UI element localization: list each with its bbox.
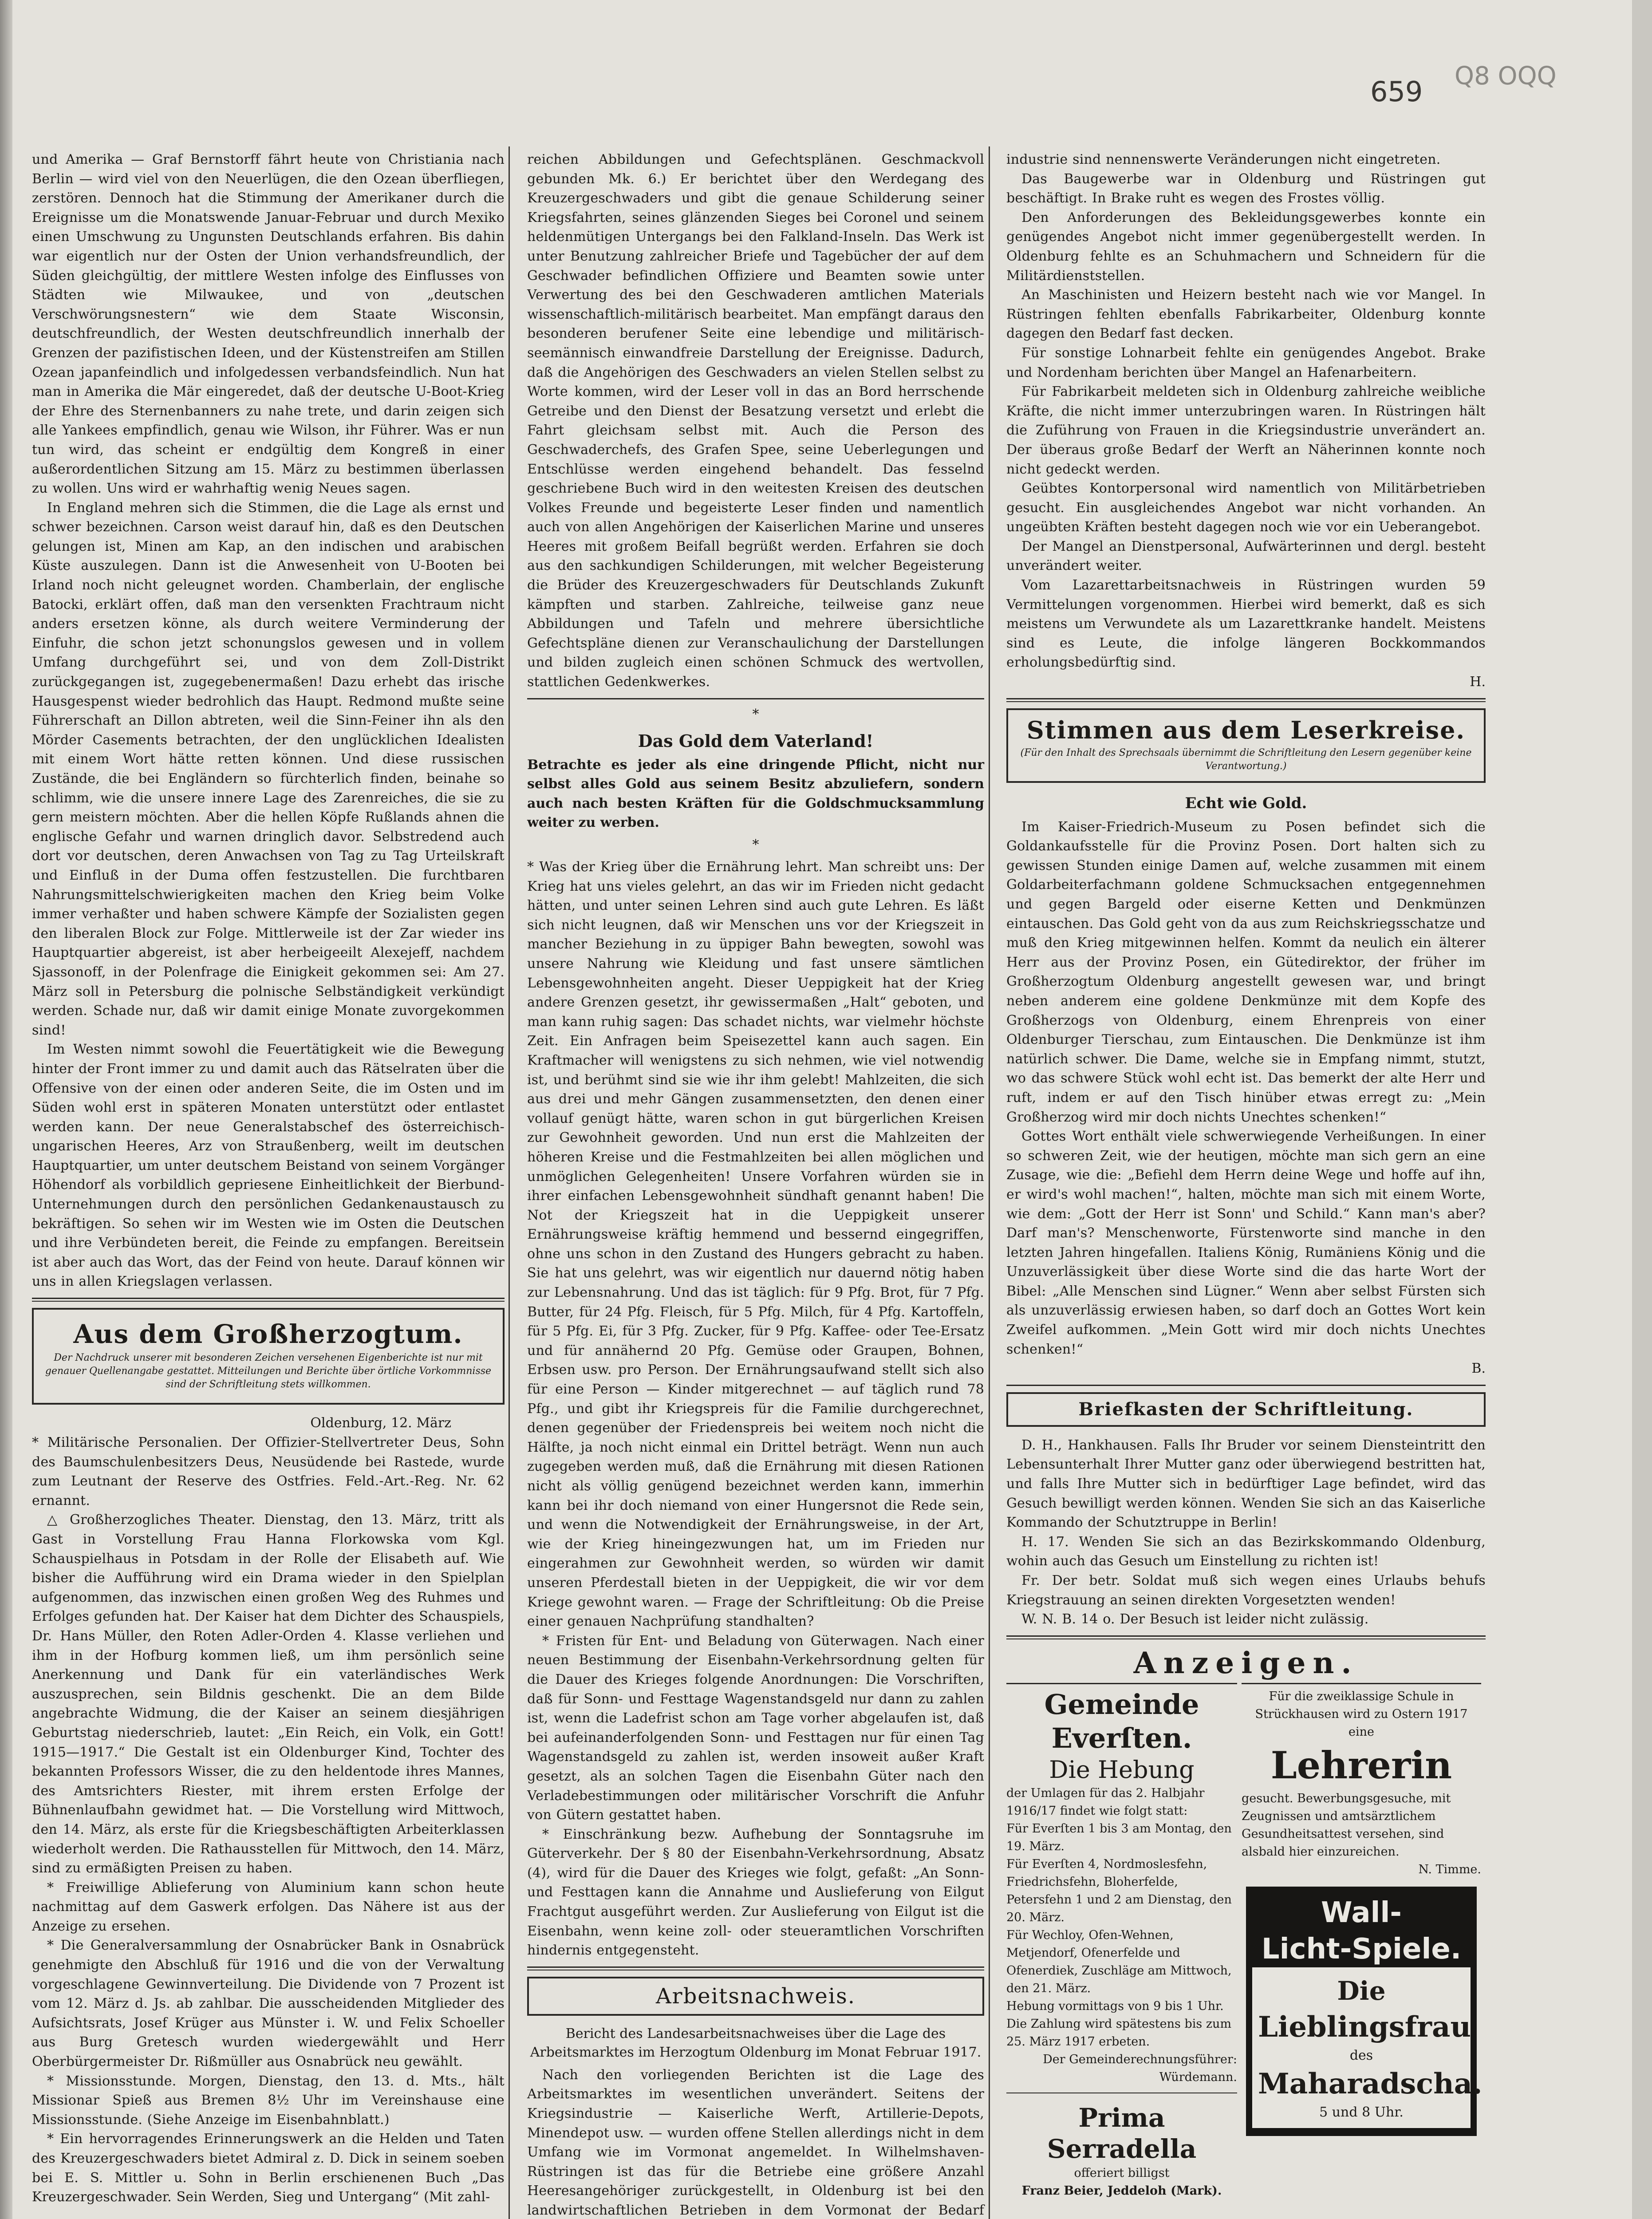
article-ernaehrung: * Was der Krieg über die Ernährung lehrt. Man schreibt uns: Der Krieg hat uns vieles gelehrt, an das wir im Frieden nicht gedacht hätten, und unter seinen Lehren sind auch gute Lehren. Es läßt sich nicht leugnen, daß wir Menschen uns vor der Kriegszeit in mancher Beziehung in zu üppiger Bahn bewegten, sowohl was unsere Nahrung wie Kleidung und fast unsere sämtlichen Lebensgewohnheiten angeht. Dieser Ueppigkeit hat der Krieg andere Grenzen gesetzt, ihr gewissermaßen „Halt“ geboten, und man kann ruhig sagen: Das schadet nichts, war vielmehr höchste Zeit. Ein Anfragen beim Speisezettel kann auch sagen. Ein Kraftmacher will wenigstens zu sich nehmen, wie viel notwendig ist, und berühmt sind sie wie ihr ihm gelebt! Mahlzeiten, die sich aus drei und mehr Gängen zusammensetzten, den denen einer vollauf genügt hätte, waren schon in gut bürgerlichen Kreisen zur Gewohnheit geworden. Und nun erst die Mahlzeiten der höheren Kreise und die Festmahlzeiten bei allen möglichen und unmöglichen Gelegenheiten! Unsere Vorfahren würden sie in ihrer einfachen Lebensgewohnheit sündhaft genannt haben! Die Not der Kriegszeit hat in die Ueppigkeit unserer Ernährungsweise kräftig hemmend und bessernd eingegriffen, ohne uns schon in den Zustand des Hungers gebracht zu haben. Sie hat uns gelehrt, was wir eigentlich nur dauernd nötig haben zur Lebensnahrung. Und das ist täglich: für 9 Pfg. Brot, für 7 Pfg. Butter, für 24 Pfg. Fleisch, für 5 Pfg. Milch, für 4 Pfg. Kartoffeln, für 5 Pfg. Ei, für 3 Pfg. Zucker, für 9 Pfg. Kaffee- oder Tee-Ersatz und für annähernd 20 Pfg. Gemüse oder Graupen, Bohnen, Erbsen usw. pro Person. Der Ernährungsaufwand stellt sich also für eine Person — Kinder mitgerechnet — auf täglich rund 78 Pfg., und gibt ihr Kriegspreis für die Familie durchgerechnet, denen gegenüber der Friedenspreis bei weitem noch nicht die Hälfte, ja noch nicht einmal ein Drittel beträgt. Wenn nun auch zugegeben werden muß, daß die Ernährung mit diesen Rationen nicht als völlig genügend bezeichnet werden kann, immerhin kann bei ihr doch niemand von einer Hungersnot die Rede sein, und wenn die Notwendigkeit der Ernährungsweise, in der Art, wie der Krieg hineingezwungen hat, um im Frieden nur eingerahmen zur Gewohnheit werden, so würden wir damit unseren Pferdestall bieten in der Ueppigkeit, die wir vor dem Kriege gewohnt waren. — Frage der Schriftleitung: Ob die Preise einer genauen Nachprüfung standhalten? [527,859,984,1630]
reply-fr: Fr. Der betr. Soldat muß sich wegen eines Urlaubs behufs Kriegstrauung an seinen direkten Vorgesetzten wenden! [1006,1573,1486,1608]
article-sonntagsruhe: * Einschränkung bezw. Aufhebung der Sonntagsruhe im Güterverkehr. Der § 80 der Eisenbahn-Verkehrsordnung, Absatz (4), wird für die Dauer des Krieges wie folgt, gefaßt: „An Sonn- und Festtagen kann die Annahme und Auslieferung von Eilgut Frachtgut ausgeführt werden. Zur Auslieferung von Eilgut ist die Eisenbahn, wenn keine zoll- oder steueramtlichen Vorschriften hindernis entgegensteht. [527,1826,984,1958]
section-rule [1006,1635,1486,1639]
ad-text: gesucht. Bewerbungsgesuche, mit Zeugnissen und amtsärztlichem Gesundheitsattest versehen, sind alsbald hier einzureichen. [1242,1791,1451,1859]
article-maschinisten: An Maschinisten und Heizern besteht nach wie vor Mangel. In Rüstringen fehlten ebenfalls Fabrikarbeiter, Oldenburg konnte dagegen den Bedarf fast decken. [1006,287,1486,342]
article-westen: Im Westen nimmt sowohl die Feuertätigkeit wie die Bewegung hinter der Front immer zu und damit auch das Rätselraten über die Offensive von der einen oder anderen Seite, die im Osten und im Süden wohl erst in späteren Monaten unterstützt oder entlastet werden kann. Der neue Generalstabschef des österreichisch-ungarischen Heeres, Arz von Straußenberg, weilt im deutschen Hauptquartier, um unter deutschem Beistand von seinem Vorgänger Höhendorf als vorbildlich gepriesene Einheitlichkeit der Bierbund-Unternehmungen durch den persönlichen Gedankenaustausch zu bekräftigen. So sehen wir im Westen wie im Osten die Deutschen und ihre Verbündeten bereit, die Feinde zu empfangen. Bereitsein ist aber auch das Wort, das der Feind von heute. Darauf können wir uns in allen Kriegslagen verlassen. [32,1042,505,1290]
signature: H. [1470,674,1486,690]
film-article-des: des [1349,2047,1373,2063]
section-rule [1006,698,1486,702]
article-theater: △ Großherzogliches Theater. Dienstag, den 13. März, tritt als Gast in Vorstellung Frau Hanna Florkowska vom Kgl. Schauspielhaus in Potsdam in der Rolle der Elisabeth auf. Wie bisher die Aufführung wird ein Drama wieder in den Spielplan aufgenommen, das inzwischen einen großen Weg des Ruhmes und Erfolges gefunden hat. Der Kaiser hat dem Dichter des Schauspiels, Dr. Hans Müller, den Roten Adler-Orden 4. Klasse verliehen und ihm in der Hofburg kommen ließ, um ihm persönlich seine Anerkennung und Dank für ein vaterländisches Werk auszusprechen, sein Bildnis geschenkt. Die an dem Bilde angebrachte Widmung, die der Kaiser an seinem diesjährigen Geburtstag niederschrieb, lautet: „Ein Reich, ein Volk, ein Gott! 1915—1917.“ Die Gestalt ist ein Oldenburger Kind, Tochter des bekannten Professors Wisser, die zu den heldentode ihres Mannes, des Amtsrichters Riester, mit ihrem ersten Erfolge der Bühnenlaufbahn gewidmet hat. — Die Vorstellung wird Mittwoch, den 14. März, als erste für die Kriegsbeschäftigten Arbeiterklassen wiederholt werden. Die Rathausstellen für Mittwoch, den 14. März, sind zu ermäßigten Preisen zu haben. [32,1512,505,1876]
ad-text: Für Everſten 4, Nordmoslesfehn, Friedrichsfehn, Bloherfelde, Petersfehn 1 und 2 am Dienstag, den 20. März. [1006,1857,1232,1924]
newspaper-page [12,0,1632,2219]
article-bekleidung: Den Anforderungen des Bekleidungsgewerbes konnte ein genügendes Angebot nicht immer gegenübergestellt werden. In Oldenburg fehlte es an Schuhmachern und Schneidern für die Militärdienststellen. [1006,209,1486,284]
ad-signature: Der Gemeinderechnungsführer: Würdemann. [1043,2052,1237,2084]
article-kreuzergeschwader: * Ein hervorragendes Erinnerungswerk an die Helden und Taten des Kreuzergeschwaders bietet Admiral z. D. Dick in seinem soeben bei E. S. Mittler u. Sohn in Berlin erschienenen Buch „Das Kreuzergeschwader. Sein Werden, Sieg und Untergang“ (Mit zahl- [32,2131,505,2205]
signature: B. [1471,1361,1486,1377]
article-dienstpersonal: Der Mangel an Dienstpersonal, Aufwärterinnen und dergl. besteht unverändert weiter. [1006,538,1486,574]
article-amerika: und Amerika — Graf Bernstorff fährt heute von Christiania nach Berlin — wird viel von den Neuerlügen, die den Ozean überfliegen, zerstören. Dennoch hat die Stimmung der Amerikaner durch die Ereignisse um die Monatswende Januar-Februar und durch Mexiko einen Umschwung zu Ungunsten Deutschlands erfahren. Bis dahin war eigentlich nur der Osten der Union verhandsfreundlich, der Süden gleichgültig, der mittlere Westen infolge des Einflusses von Städten wie Milwaukee, und von „deutschen Verschwörungsnestern“ wie dem Staate Wisconsin, deutschfreundlich, der Westen deutschfreundlich innerhalb der Grenzen der pazifistischen Ideen, und der Küstenstreifen am Stillen Ozean japanfeindlich und infolgedessen verbandsfeindlich. Nun hat man in Amerika die Mär eingeredet, daß der deutsche U-Boot-Krieg der Ehre des Sternenbanners zu nahe trete, und darin zeigen sich alle Yankees empfindlich, genau wie Wilson, ihr Führer. Was er nun tun wird, das scheint er endgültig dem Kongreß in einer außerordentlichen Sitzung am 15. März zu bestimmen überlassen zu wollen. Uns wird er wahrhaftig wenig Neues sagen. [32,152,505,497]
ad-text: offeriert billigst [1074,2166,1170,2180]
dateline: Oldenburg, 12. März [310,1415,451,1431]
column-rule-2 [989,146,990,2219]
ad-title: Lehrerin [1270,1743,1452,1787]
headline-gold: Das Gold dem Vaterland! [638,730,874,751]
appeal-gold: Betrachte es jeder als eine dringende Pflicht, nicht nur selbst alles Gold aus seinem Besitz abzuliefern, sondern auch nach besten Kräften für die Goldschmucksammlung weiter zu werben. [527,757,984,831]
ad-serradella-title: Prima Serradella [1047,2102,1197,2164]
section-header-leserkreise [1006,708,1486,783]
ad-signature: Franz Beier, Jeddeloh (Mark). [1021,2183,1222,2198]
section-header-grossherzogtum [32,1308,505,1405]
article-lazarett: Vom Lazarettarbeitsnachweis in Rüstringen wurden 59 Vermittelungen vorgenommen. Hierbei wird bemerkt, daß es sich meistens um Verwundete als um Lazarettkranke handelt. Meistens sind es Leute, die infolge längeren Bockkommandos erholungsbedürftig sind. [1006,577,1486,671]
ad-text: Für Everſten 1 bis 3 am Montag, den 19. März. [1006,1821,1232,1853]
section-title: Aus dem Großherzogtum. [73,1319,463,1350]
ad-text: der Umlagen für das 2. Halbjahr 1916/17 findet wie folgt statt: [1006,1786,1205,1818]
page-edge [0,0,13,2219]
article-kontorpersonal: Geübtes Kontorpersonal wird namentlich von Militärbetrieben gesucht. Ein ausgleichendes Angebot war nicht vorhanden. An ungeübten Kräften besteht dagegen noch wie vor ein Ueberangebot. [1006,481,1486,535]
ads-title: Anzeigen. [1133,1645,1359,1680]
star-separator: * [752,706,759,722]
page-number: 659 [1370,75,1423,108]
cinema-name-1: Wall- [1321,1896,1402,1929]
section-rule [527,1966,984,1970]
ad-lehrerin [1242,1683,1481,2200]
letter-posen: Im Kaiser-Friedrich-Museum zu Posen befindet sich die Goldankaufsstelle für die Provinz Posen. Dort halten sich zu gewissen Stunden einige Damen auf, welche zusammen mit einem Goldarbeiterfachmann goldene Schmucksachen entgegennehmen und gegen Bargeld oder eiserne Ketten und Denkmünzen eintauschen. Das Gold geht von da aus zum Reichskriegsschatze und muß den Krieg mitgewinnen helfen. Kommt da neulich ein älterer Herr aus der Provinz Posen, ein Gütedirektor, der früher im Großherzogtum Oldenburg angestellt gewesen war, und bringt neben anderem eine goldene Denkmünze mit dem Kopfe des Großherzogs von Oldenburg, einem Ehrenpreis von einer Oldenburger Tierschau, zum Eintauschen. Die Denkmünze ist ihm natürlich schwer. Die Dame, welche sie in Empfang nimmt, stutzt, wo das schwere Stück wohl echt ist. Das bemerkt der alte Herr und ruft, indem er auf den Tisch hinüber etwas erregt zu: „Mein Großherzog wird mir doch nichts Unechtes schenken!“ [1006,819,1486,1125]
star-separator: * [752,837,759,853]
article-lohnarbeit: Für sonstige Lohnarbeit fehlte ein genügendes Angebot. Brake und Nordenham berichten über Mangel an Hafenarbeitern. [1006,345,1486,380]
ad-text: Für die zweiklassige Schule in Strückhausen wird zu Ostern 1917 eine [1255,1689,1468,1739]
divider [527,698,984,699]
ad-subtitle: Die Hebung [1049,1755,1195,1784]
section-header-arbeitsnachweis [527,1977,984,2016]
section-note: (Für den Inhalt des Sprechsaals übernimmt die Schriftleitung den Lesern gegenüber keine Verantwortung.) [1020,747,1472,772]
cinema-name-2: Licht-Spiele. [1261,1932,1462,1966]
section-title: Stimmen aus dem Leserkreise. [1026,715,1466,744]
report-title: Bericht des Landesarbeitsnachweises über die Lage des Arbeitsmarktes im Herzogtum Oldenburg im Monat Februar 1917. [530,2026,982,2060]
film-title-1: Lieblingsfrau [1258,2010,1471,2044]
film-article: Die [1337,1975,1386,2006]
ads-grid [1006,1683,1486,2200]
reply-h17: H. 17. Wenden Sie sich an das Bezirkskommando Oldenburg, wohin auch das Gesuch um Einstellung zu richten ist! [1006,1534,1486,1569]
article-baugewerbe: Das Baugewerbe war in Oldenburg und Rüstringen gut beschäftigt. In Brake ruht es wegen des Frostes völlig. [1006,171,1486,206]
section-header-briefkasten [1006,1392,1486,1427]
section-title: Arbeitsnachweis. [655,1983,856,2009]
section-note: Der Nachdruck unserer mit besonderen Zeichen versehenen Eigenberichte ist nur mit genauer Quellenangabe gestattet. Mitteilungen und Berichte über örtliche Vorkommnisse sind der Schriftleitung stets willkommen. [45,1352,492,1390]
article-arbeitsmarkt: Nach den vorliegenden Berichten ist die Lage des Arbeitsmarktes im wesentlichen unverändert. Seitens der Kriegsindustrie — Kaiserliche Werft, Artillerie-Depots, Minendepot usw. — wurden offene Stellen allerdings nicht in dem Umfang wie im Vormonat angemeldet. In Wilhelmshaven-Rüstringen ist das für die Betriebe eine größere Anzahl Heeresangehöriger zurückgestellt, in Oldenburg ist bei den landwirtschaftlichen Betrieben in dem Vormonat der Bedarf [527,2067,984,2218]
ad-signature: N. Timme. [1418,1862,1481,1876]
article-missionsstunde: * Missionsstunde. Morgen, Dienstag, den 13. d. Mts., hält Missionar Spieß aus Bremen 8½ Uhr im Vereinshause eine Missionsstunde. (Siehe Anzeige im Eisenbahnblatt.) [32,2073,505,2128]
letter-gottes-wort: Gottes Wort enthält viele schwerwiegende Verheißungen. In einer so schweren Zeit, wie der heutigen, möchte man sich gern an eine Zusage, wie die: „Befiehl dem Herrn deine Wege und hoffe auf ihn, er wird's wohl machen!“, halten, möchte man sich mit einem Worte, wie dem: „Gott der Herr ist Sonn' und Schild.“ Kann man's aber? Darf man's? Menschenworte, Fürstenworte sind manche in den letzten Jahren hingefallen. Italiens König, Rumäniens König und die Unzuverlässigkeit über diese Worte sind die das harte Wort der Bibel: „Alle Menschen sind Lügner.“ Wenn aber selbst Fürsten sich als unzuverlässig erwiesen haben, so darf doch an Gottes Wort kein Zweifel aufkommen. „Mein Gott wird mir doch nichts Unechtes schenken!“ [1006,1129,1486,1357]
article-gueterwagen: * Fristen für Ent- und Beladung von Güterwagen. Nach einer neuen Bestimmung der Eisenbahn-Verkehrsordnung gelten für die Dauer des Krieges folgende Anordnungen: Die Vorschriften, daß für Sonn- und Festtage Wagenstandsgeld nur dann zu zahlen ist, wenn die Ladefrist schon am Tage vorher abgelaufen ist, daß bei aufeinanderfolgenden Sonn- und Festtagen nur für einen Tag Wagenstandsgeld zu zahlen ist, werden insoweit außer Kraft gesetzt, als an solchen Tagen die Eisenbahn Güter nach den Verladebestimmungen oder militärischer Vorschrift die Anfuhr von Gütern gestattet haben. [527,1633,984,1823]
headline-echt-wie-gold: Echt wie Gold. [1185,794,1307,812]
section-title: Briefkasten der Schriftleitung. [1078,1398,1414,1420]
column-2 [527,150,984,2219]
ad-text: Für Wechloy, Ofen-Wehnen, Metjendorf, Ofenerfelde und Ofenerdiek, Zuschläge am Mittwoch, den 21. März. [1006,1928,1232,1995]
column-3 [1006,150,1486,2200]
section-rule [32,1298,505,1302]
page-number-bleed: Q8 OQQ [1455,62,1557,91]
article-england: In England mehren sich die Stimmen, die die Lage als ernst und schwer bezeichnen. Carson weist darauf hin, daß es den Deutschen gelungen ist, Minen am Kap, an den indischen und arabischen Küste auszulegen. Dann ist die Anwesenheit von U-Booten bei Irland noch nicht geleugnet worden. Chamberlain, der englische Batocki, erklärt offen, daß man den versenkten Frachtraum nicht anders ersetzen könne, als durch weitere Verminderung der Einfuhr, die schon jetzt schonungslos gewesen und in vollem Umfang durchgeführt sei, und von dem Zoll-Distrikt zurückgegangen ist, zugegebenermaßen! Dazu erhebt das irische Hausgespenst wieder bedrohlich das Haupt. Redmond mußte seine Führerschaft an Dillon abtreten, weil die Sinn-Feiner ihn als den Mörder Casements betrachten, der den unglücklichen Idealisten mit einem Wort hätte retten können. Und diese russischen Zustände, die bei Engländern so fürchterlich finden, beinahe so schlimm, wie die unsere innere Lage des Zarenreiches, die sie zu gern meistern möchten. Aber die hellen Köpfe Rußlands ahnen die englische Gefahr und warnen dringlich davor. Selbstredend auch dort vor deutschen, deren Anwachsen von Tag zu Tag Urteilskraft und Einfluß in der Duma offen festzustellen. Die furchtbaren Nahrungsmittelschwierigkeiten machen den Krieg beim Volke immer verhaßter und haben schwere Kämpfe der Sozialisten gegen den liberalen Block zur Folge. Mittlerweile ist der Zar wieder ins Hauptquartier abgereist, ist aber herbeigeeilt Alexejeff, nachdem Sjassonoff, in der Polenfrage die Einigkeit gekommen sei: Am 27. März soll in Petersburg die polnische Selbständigkeit verkündigt werden. Schade nur, daß wir damit einige Monate zuvorgekommen sind! [32,500,505,1038]
article-osnabruecker-bank: * Die Generalversammlung der Osnabrücker Bank in Osnabrück genehmigte den Abschluß für 1916 und die von der Verwaltung vorgeschlagene Gewinnverteilung. Die Dividende von 7 Prozent ist vom 12. März d. Js. ab zahlbar. Die ausscheidenden Mitglieder des Aufsichtsrats, Josef Krüger aus Münster i. W. und Felix Schoeller aus Burg Gretesch wurden wiedergewählt und Herr Oberbürgermeister Dr. Rißmüller aus Osnabrück neu gewählt. [32,1938,505,2070]
article-fabrikarbeit: Für Fabrikarbeit meldeten sich in Oldenburg zahlreiche weibliche Kräfte, die nicht immer unterzubringen waren. In Rüstringen hält die Zuführung von Frauen in die Kriegsindustrie unverändert an. Der überaus große Bedarf der Werft an Näherinnen konnte noch nicht gedeckt werden. [1006,384,1486,477]
ad-gemeinde-eversten [1006,1683,1237,2200]
article-aluminium: * Freiwillige Ablieferung von Aluminium kann schon heute nachmittag auf dem Gaswerk erfolgen. Das Nähere ist aus der Anzeige zu ersehen. [32,1879,505,1934]
reply-hankhausen: D. H., Hankhausen. Falls Ihr Bruder vor seinem Diensteintritt den Lebensunterhalt Ihrer Mutter ganz oder überwiegend bestritten hat, und falls Ihre Mutter sich in bedürftiger Lage befindet, wird das Gesuch bewilligt werden können. Wenden Sie sich an das Kaiserliche Kommando der Schutztruppe in Berlin! [1006,1437,1486,1531]
column-1 [32,150,505,2207]
divider [1006,1385,1486,1386]
ad-title: Gemeinde Everſten. [1044,1688,1199,1754]
film-title-2: Maharadscha. [1258,2067,1482,2101]
article-personalien: * Militärische Personalien. Der Offizier-Stellvertreter Deus, Sohn des Baumschulenbesitzers Deus, Neusüdende bei Rastede, wurde zum Leutnant der Reserve des Ostfries. Feld.-Art.-Reg. Nr. 62 ernannt. [32,1435,505,1508]
column-rule-1 [509,146,510,2219]
ad-wall-licht-spiele [1246,1887,1482,2136]
article-kreuzergeschwader-cont: reichen Abbildungen und Gefechtsplänen. Geschmackvoll gebunden Mk. 6.) Er berichtet über den Werdegang des Kreuzergeschwaders und gibt die genaue Schilderung seiner Kriegsfahrten, seines glänzenden Sieges bei Coronel und seinem heldenmütigen Untergangs bei den Falkland-Inseln. Das Werk ist unter Benutzung zahlreicher Briefe und Tagebücher der auf dem Geschwader befindlichen Offiziere und Beamten sowie unter Verwertung des bei den Geschwaderen amtlichen Materials wissenschaftlich-militärisch bearbeitet. Man empfängt daraus den besonderen berufener Seite eine lebendige und militärisch-seemännisch einwandfreie Darstellung der Ereignisse. Dadurch, daß die Angehörigen des Geschwaders an vielen Stellen selbst zu Worte kommen, wird der Leser voll in das an Bord herrschende Getreibe und den Dienst der Besatzung versetzt und erlebt die Fahrt gleichsam selbst mit. Auch die Person des Geschwaderchefs, des Grafen Spee, seine Ueberlegungen und Entschlüsse werden eingehend behandelt. Das fesselnd geschriebene Buch wird in den weitesten Kreisen des deutschen Volkes Freunde und begeisterte Leser finden und namentlich auch von allen Angehörigen der Kaiserlichen Marine und unseres Heeres mit großem Beifall begrüßt werden. Erfahren sie doch aus den sachkundigen Schilderungen, mit welcher Begeisterung die Brüder des Kreuzergeschwaders für Deutschlands Zukunft kämpften und starben. Zahlreiche, teilweise ganz neue Abbildungen und Tafeln und mehrere übersichtliche Gefechtspläne dienen zur Veranschaulichung der Darstellungen und bilden zugleich einen schönen Schmuck des wertvollen, stattlichen Gedenkwerkes. [527,152,984,690]
showtimes: 5 und 8 Uhr. [1319,2104,1404,2120]
ad-text: Hebung vormittags von 9 bis 1 Uhr. Die Zahlung wird spätestens bis zum 25. März 1917 erbeten. [1006,1999,1232,2049]
reply-wnb: W. N. B. 14 o. Der Besuch ist leider nicht zulässig. [1021,1611,1369,1627]
article-industrie: industrie sind nennenswerte Veränderungen nicht eingetreten. [1006,152,1441,167]
film-panel [1252,1967,1482,2128]
